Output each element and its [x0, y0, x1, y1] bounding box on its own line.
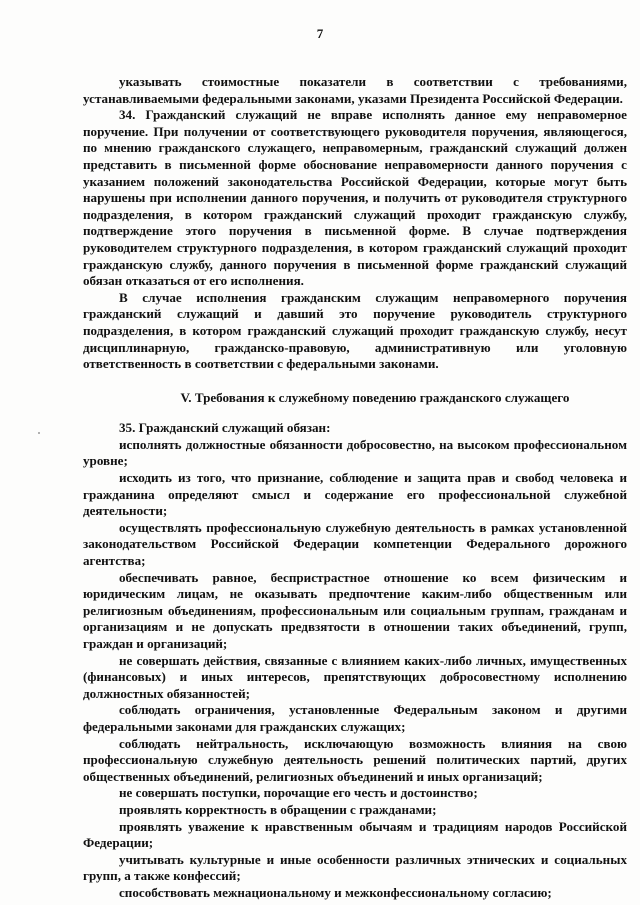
text-line: законодательством Российской Федерации компетенции Федерального дорожного	[83, 536, 627, 552]
scan-speck	[38, 432, 40, 434]
paragraph	[83, 819, 627, 852]
text-line: гражданскую службу, данного поручения в письменной форме гражданский служащий	[83, 256, 627, 272]
paragraph	[83, 653, 627, 703]
text-line: федеральными законами для гражданских служащих;	[83, 718, 406, 734]
text-line: не совершать действия, связанные с влиянием каких-либо личных, имущественных	[119, 652, 627, 668]
text-line: общественных объединений, религиозных объединений и иных организаций;	[83, 768, 543, 784]
text-line: подтверждение этого поручения в письменной форме. В случае подтверждения	[83, 223, 627, 239]
text-line: 34. Гражданский служащий не вправе исполнять данное ему неправомерное	[119, 107, 627, 123]
paragraph	[83, 885, 627, 902]
paragraph	[83, 420, 627, 437]
text-line: юридическим лицам, не оказывать предпочтение каким-либо общественным или	[83, 586, 627, 602]
paragraph	[83, 702, 627, 735]
text-line: исходить из того, что признание, соблюдение и защита прав и свобод человека и	[119, 470, 627, 486]
text-line: осуществлять профессиональную служебную деятельность в рамках установленной	[119, 519, 627, 535]
text-line: нарушены при исполнении данного поручения, и получить от руководителя структурного	[83, 190, 627, 206]
document-body	[83, 74, 627, 902]
text-line: проявлять уважение к нравственным обычаям и традициям народов Российской	[119, 818, 627, 834]
spacer	[83, 373, 627, 390]
text-line: обеспечивать равное, беспристрастное отношение ко всем физическим и	[119, 569, 627, 585]
text-line: руководителем структурного подразделения, в котором гражданский служащий проходит	[83, 239, 627, 255]
text-line: соблюдать нейтральность, исключающую возможность влияния на свою	[119, 735, 627, 751]
text-line: ответственность в соответствии с федеральными законами.	[83, 356, 439, 372]
paragraph	[83, 437, 627, 470]
text-line: дисциплинарную, гражданско-правовую, административную или уголовную	[83, 339, 627, 355]
paragraph	[83, 570, 627, 653]
text-line: организациям и не допускать предвзятости в отношении таких объединений, групп,	[83, 619, 627, 635]
text-line: указывать стоимостные показатели в соответствии с требованиями,	[119, 74, 627, 89]
section-intro-paragraphs	[83, 74, 627, 373]
text-line: групп, а также конфессий;	[83, 868, 241, 884]
text-line: 35. Гражданский служащий обязан:	[119, 420, 331, 436]
text-line: учитывать культурные и иные особенности различных этнических и социальных	[119, 851, 627, 867]
text-line: (финансовых) и иных интересов, препятствующих добросовестному исполнению	[83, 669, 627, 685]
text-line: поручение. При получении от соответствующего руководителя поручения, являющегося,	[83, 123, 627, 139]
text-line: гражданина определяют смысл и содержание его профессиональной служебной	[83, 486, 627, 502]
paragraph	[83, 802, 627, 819]
text-line: агентства;	[83, 553, 146, 569]
text-line: профессиональную служебную деятельность решений политических партий, других	[83, 752, 627, 768]
text-line: подразделения, в котором гражданский служащий проходит гражданскую службу,	[83, 206, 627, 222]
paragraph	[83, 852, 627, 885]
section-heading: V. Требования к служебному поведению гражданского служащего	[180, 389, 570, 405]
text-line: указанием положений законодательства Российской Федерации, которые могут быть	[83, 173, 627, 189]
text-line: соблюдать ограничения, установленные Федеральным законом и другими	[119, 702, 627, 718]
text-line: гражданский служащий и давший это поручение руководитель структурного	[83, 306, 627, 322]
text-line: проявлять корректность в обращении с гражданами;	[119, 801, 437, 817]
text-line: уровне;	[83, 453, 128, 469]
text-line: Федерации;	[83, 835, 154, 851]
paragraph	[83, 736, 627, 786]
spacer	[83, 406, 627, 420]
text-line: религиозным объединениям, профессиональным или социальным группам, гражданам и	[83, 602, 627, 618]
paragraph	[83, 520, 627, 570]
text-line: должностных обязанностей;	[83, 685, 251, 701]
text-line: В случае исполнения гражданским служащим неправомерного поручения	[119, 289, 627, 305]
text-line: не совершать поступки, порочащие его честь и достоинство;	[119, 785, 478, 801]
text-line: по мнению гражданского служащего, неправомерным, гражданский служащий должен	[83, 140, 627, 156]
paragraph	[83, 470, 627, 520]
page-number: 7	[316, 26, 324, 41]
text-line: подразделения, в котором гражданский служащий проходит гражданскую службу, несут	[83, 322, 627, 338]
text-line: исполнять должностные обязанности добросовестно, на высоком профессиональном	[119, 436, 627, 452]
text-line: граждан и организаций;	[83, 636, 228, 651]
text-line: деятельности;	[83, 503, 168, 519]
paragraph	[83, 74, 627, 107]
paragraph	[83, 785, 627, 802]
text-line: обязан отказаться от его исполнения.	[83, 273, 304, 289]
paragraph	[83, 290, 627, 373]
paragraph	[83, 107, 627, 290]
section-v-paragraphs	[83, 420, 627, 901]
text-line: способствовать межнациональному и межконфессиональному согласию;	[119, 884, 552, 900]
text-line: представить в письменной форме обоснование неправомерности данного поручения с	[83, 156, 627, 172]
text-line: устанавливаемыми федеральными законами, указами Президента Российской Федерации.	[83, 90, 623, 106]
